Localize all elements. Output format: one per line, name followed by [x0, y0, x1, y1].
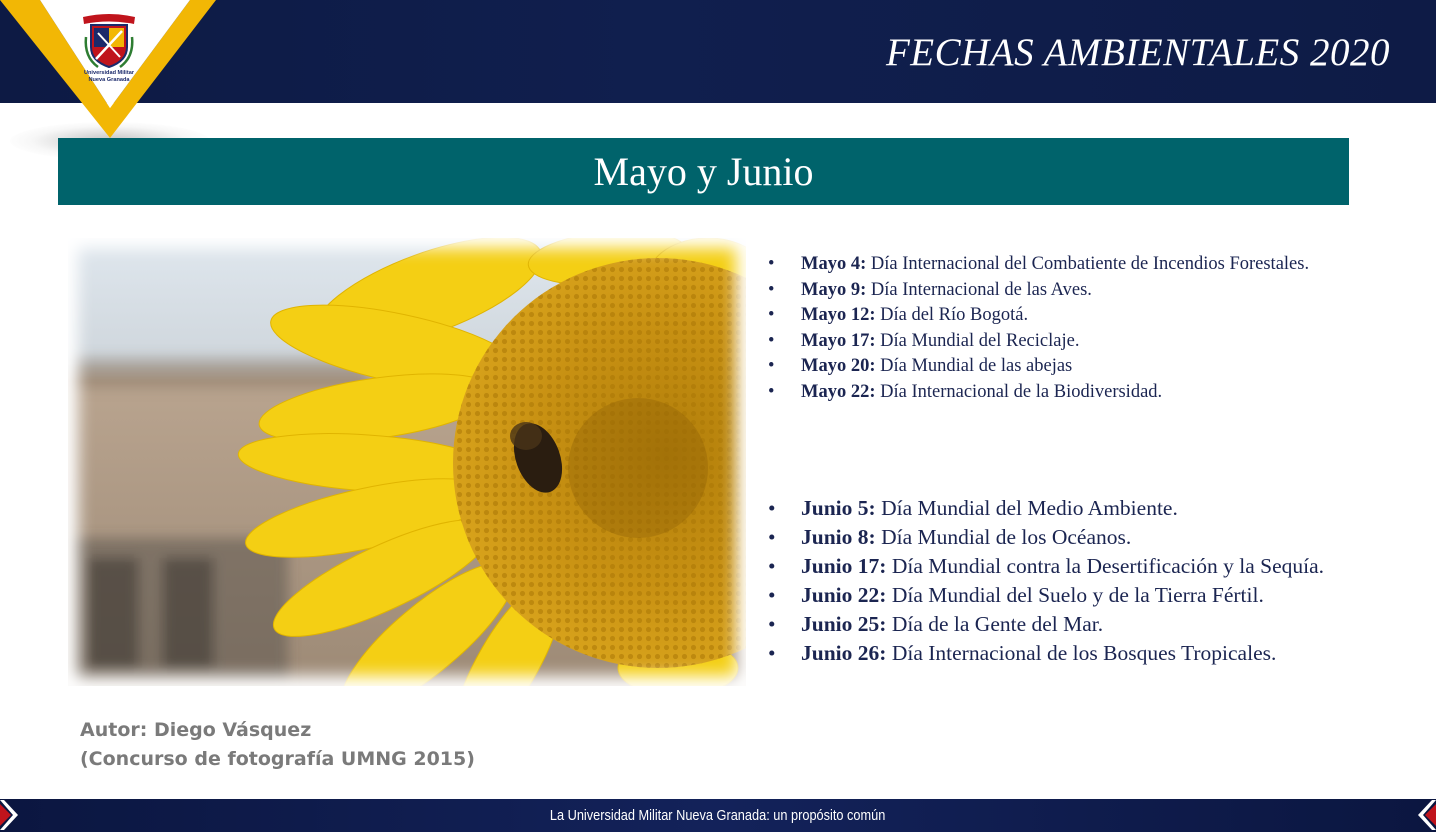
credit-author: Autor: Diego Vásquez: [80, 719, 312, 741]
sunflower-bee-image: [68, 238, 746, 686]
logo-line-1: Universidad Militar: [83, 70, 135, 76]
list-item: • Mayo 4: Día Internacional del Combatiente de Incendios Forestales.: [768, 252, 1340, 278]
footer-bar: [0, 799, 1436, 832]
university-crest-logo: [80, 13, 138, 83]
list-item: • Junio 25: Día de la Gente del Mar.: [768, 610, 1340, 639]
arrow-left-icon: [1418, 800, 1436, 830]
list-item: • Junio 8: Día Mundial de los Océanos.: [768, 523, 1340, 552]
list-item: • Mayo 17: Día Mundial del Reciclaje.: [768, 329, 1340, 355]
logo-line-2: Nueva Granada: [88, 77, 130, 83]
arrow-right-icon: [0, 800, 18, 830]
list-item: • Mayo 9: Día Internacional de las Aves.: [768, 278, 1340, 304]
photo-credit: [80, 716, 475, 774]
footer-tagline: La Universidad Militar Nueva Granada: un propósito común: [550, 807, 886, 824]
list-item: • Junio 5: Día Mundial del Medio Ambiente.: [768, 494, 1340, 523]
sunflower-photo: [68, 238, 746, 686]
list-item: • Mayo 20: Día Mundial de las abejas: [768, 354, 1340, 380]
list-item: • Junio 26: Día Internacional de los Bosques Tropicales.: [768, 639, 1340, 668]
month-band: [58, 138, 1349, 205]
list-item: • Junio 22: Día Mundial del Suelo y de la Tierra Fértil.: [768, 581, 1340, 610]
list-item: • Junio 17: Día Mundial contra la Desertificación y la Sequía.: [768, 552, 1340, 581]
list-item: • Mayo 22: Día Internacional de la Biodiversidad.: [768, 380, 1340, 406]
may-dates-list: [768, 252, 1340, 405]
slide-title: FECHAS AMBIENTALES 2020: [885, 31, 1390, 74]
band-title: Mayo y Junio: [593, 149, 814, 194]
list-item: • Mayo 12: Día del Río Bogotá.: [768, 303, 1340, 329]
june-dates-list: [768, 494, 1340, 668]
credit-contest: (Concurso de fotografía UMNG 2015): [80, 748, 475, 770]
